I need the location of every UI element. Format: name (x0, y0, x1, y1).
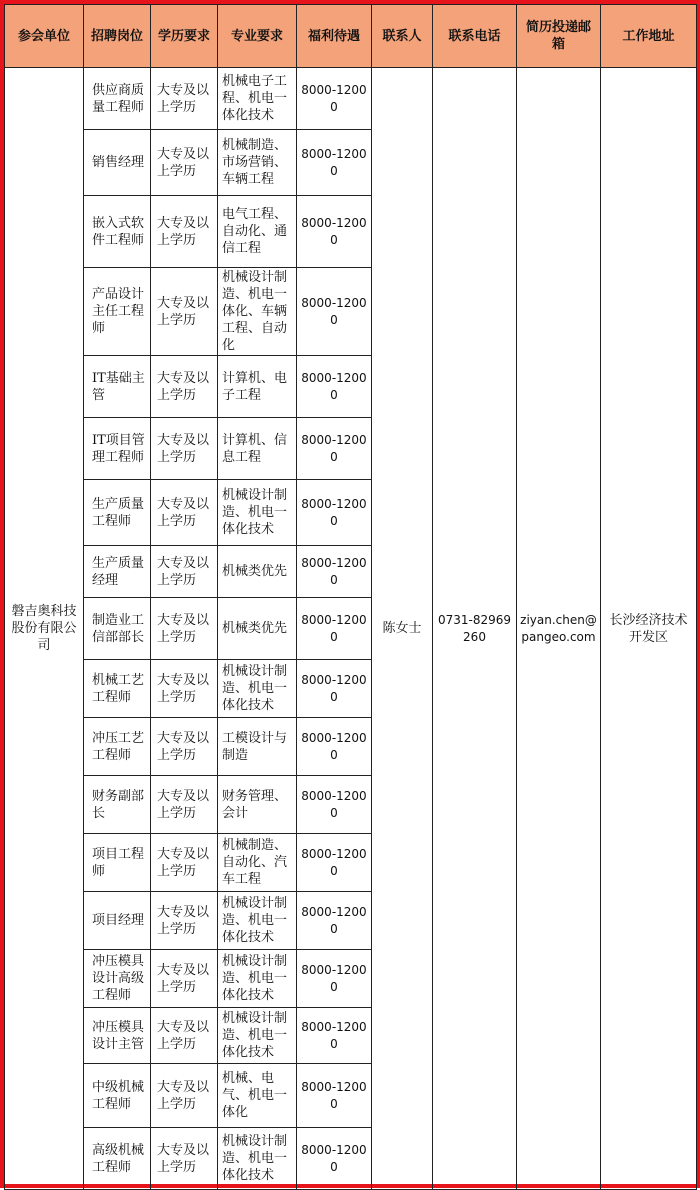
table-body (5, 68, 697, 1190)
major-cell: 机械设计制造、机电一体化技术 (218, 1128, 297, 1190)
major-cell: 工模设计与制造 (218, 718, 297, 776)
position-cell: IT项目管理工程师 (84, 418, 151, 480)
salary-cell: 8000-12000 (297, 1064, 372, 1128)
address-cell: 长沙经济技术开发区 (601, 68, 697, 1190)
major-cell: 机械设计制造、机电一体化技术 (218, 660, 297, 718)
major-cell: 机械制造、自动化、汽车工程 (218, 834, 297, 892)
position-cell: 产品设计主任工程师 (84, 268, 151, 356)
education-cell: 大专及以上学历 (151, 480, 218, 546)
education-cell: 大专及以上学历 (151, 356, 218, 418)
email-cell[interactable]: ziyan.chen@pangeo.com (517, 68, 601, 1190)
position-cell: 中级机械工程师 (84, 1064, 151, 1128)
education-cell: 大专及以上学历 (151, 950, 218, 1008)
header-row (5, 5, 697, 68)
salary-cell: 8000-12000 (297, 950, 372, 1008)
education-cell: 大专及以上学历 (151, 418, 218, 480)
major-cell: 财务管理、会计 (218, 776, 297, 834)
salary-cell: 8000-12000 (297, 834, 372, 892)
position-cell: 机械工艺工程师 (84, 660, 151, 718)
company-cell: 磐吉奥科技股份有限公司 (5, 68, 84, 1190)
position-cell: 销售经理 (84, 130, 151, 196)
salary-cell: 8000-12000 (297, 660, 372, 718)
salary-cell: 8000-12000 (297, 196, 372, 268)
position-cell: 制造业工信部部长 (84, 598, 151, 660)
salary-cell: 8000-12000 (297, 68, 372, 130)
header-position: 招聘岗位 (84, 5, 151, 68)
position-cell: 项目经理 (84, 892, 151, 950)
major-cell: 机械、电气、机电一体化 (218, 1064, 297, 1128)
salary-cell: 8000-12000 (297, 1128, 372, 1190)
header-address: 工作地址 (601, 5, 697, 68)
header-major: 专业要求 (218, 5, 297, 68)
major-cell: 电气工程、自动化、通信工程 (218, 196, 297, 268)
education-cell: 大专及以上学历 (151, 68, 218, 130)
education-cell: 大专及以上学历 (151, 130, 218, 196)
major-cell: 机械类优先 (218, 546, 297, 598)
salary-cell: 8000-12000 (297, 892, 372, 950)
salary-cell: 8000-12000 (297, 598, 372, 660)
position-cell: 财务副部长 (84, 776, 151, 834)
position-cell: 冲压工艺工程师 (84, 718, 151, 776)
position-cell: 冲压模具设计主管 (84, 1008, 151, 1064)
position-cell: 高级机械工程师 (84, 1128, 151, 1190)
major-cell: 计算机、信息工程 (218, 418, 297, 480)
position-cell: 生产质量工程师 (84, 480, 151, 546)
major-cell: 机械设计制造、机电一体化技术 (218, 1008, 297, 1064)
education-cell: 大专及以上学历 (151, 546, 218, 598)
education-cell: 大专及以上学历 (151, 834, 218, 892)
position-cell: 项目工程师 (84, 834, 151, 892)
education-cell: 大专及以上学历 (151, 660, 218, 718)
major-cell: 机械设计制造、机电一体化技术 (218, 480, 297, 546)
salary-cell: 8000-12000 (297, 356, 372, 418)
salary-cell: 8000-12000 (297, 268, 372, 356)
contact-cell: 陈女士 (372, 68, 433, 1190)
education-cell: 大专及以上学历 (151, 268, 218, 356)
recruitment-table (4, 4, 697, 1190)
header-company: 参会单位 (5, 5, 84, 68)
header-email: 简历投递邮箱 (517, 5, 601, 68)
position-cell: 生产质量经理 (84, 546, 151, 598)
position-cell: 供应商质量工程师 (84, 68, 151, 130)
major-cell: 机械类优先 (218, 598, 297, 660)
salary-cell: 8000-12000 (297, 776, 372, 834)
salary-cell: 8000-12000 (297, 546, 372, 598)
education-cell: 大专及以上学历 (151, 718, 218, 776)
education-cell: 大专及以上学历 (151, 1128, 218, 1190)
salary-cell: 8000-12000 (297, 718, 372, 776)
header-phone: 联系电话 (433, 5, 517, 68)
header-contact: 联系人 (372, 5, 433, 68)
position-cell: 嵌入式软件工程师 (84, 196, 151, 268)
major-cell: 机械设计制造、机电一体化技术 (218, 950, 297, 1008)
salary-cell: 8000-12000 (297, 130, 372, 196)
education-cell: 大专及以上学历 (151, 776, 218, 834)
major-cell: 机械设计制造、机电一体化、车辆工程、自动化 (218, 268, 297, 356)
position-cell: 冲压模具设计高级工程师 (84, 950, 151, 1008)
major-cell: 计算机、电子工程 (218, 356, 297, 418)
major-cell: 机械制造、市场营销、车辆工程 (218, 130, 297, 196)
education-cell: 大专及以上学历 (151, 1008, 218, 1064)
education-cell: 大专及以上学历 (151, 892, 218, 950)
education-cell: 大专及以上学历 (151, 598, 218, 660)
salary-cell: 8000-12000 (297, 480, 372, 546)
phone-cell: 0731-82969260 (433, 68, 517, 1190)
major-cell: 机械设计制造、机电一体化技术 (218, 892, 297, 950)
education-cell: 大专及以上学历 (151, 196, 218, 268)
header-salary: 福利待遇 (297, 5, 372, 68)
table-row (5, 68, 697, 130)
salary-cell: 8000-12000 (297, 1008, 372, 1064)
education-cell: 大专及以上学历 (151, 1064, 218, 1128)
header-education: 学历要求 (151, 5, 218, 68)
major-cell: 机械电子工程、机电一体化技术 (218, 68, 297, 130)
salary-cell: 8000-12000 (297, 418, 372, 480)
position-cell: IT基础主管 (84, 356, 151, 418)
